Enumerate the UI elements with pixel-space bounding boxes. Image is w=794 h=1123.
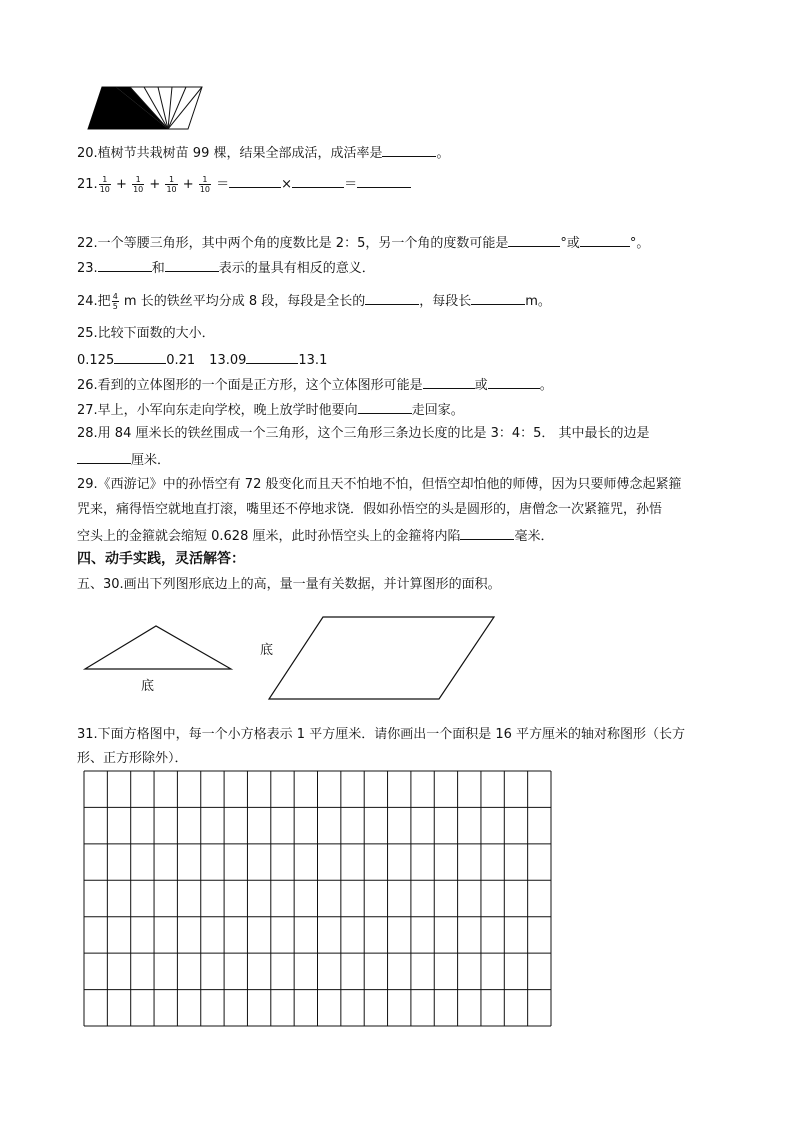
- parallelogram-base-label: 底: [260, 643, 274, 658]
- fraction: $\frac{1}{10}$: [199, 175, 210, 194]
- question-29-line-2: 咒来，痛得悟空就地直打滚，嘴里还不停地求饶．假如孙悟空的头是圆形的，唐僧念一次紧箍咒，孙悟: [77, 502, 663, 517]
- answer-blank[interactable]: [580, 233, 630, 247]
- question-28-answer: 厘米．: [77, 450, 170, 470]
- triangle-figure: [80, 620, 240, 700]
- question-26: 26.看到的立体图形的一个面是正方形，这个立体图形可能是 或 。: [77, 375, 553, 395]
- fraction: $\frac{1}{10}$: [166, 175, 177, 194]
- parallelogram-figure: [266, 613, 498, 703]
- answer-blank[interactable]: [77, 450, 131, 464]
- fraction: $\frac{1}{10}$: [133, 175, 144, 194]
- shaded-parallelogram-figure: [86, 83, 204, 131]
- question-28: 28.用 84 厘米长的铁丝围成一个三角形，这个三角形三条边长度的比是 3：4：5． 其中最长的边是: [77, 426, 650, 441]
- answer-blank[interactable]: [460, 526, 514, 540]
- question-31-line-2: 形、正方形除外）．: [77, 751, 188, 766]
- answer-blank[interactable]: [423, 375, 475, 389]
- answer-blank[interactable]: [382, 143, 436, 157]
- answer-blank[interactable]: [114, 350, 166, 364]
- answer-blank[interactable]: [488, 375, 540, 389]
- question-21: 21. $\frac{1}{10}$ + $\frac{1}{10}$ + $\frac{1}{10}$ + $\frac{1}{10}$ ＝ × ＝: [77, 172, 411, 198]
- fraction: $\frac{4}{5}$: [112, 292, 118, 311]
- question-22: 22.一个等腰三角形，其中两个角的度数比是 2：5，另一个角的度数可能是 °或 °。: [77, 233, 649, 253]
- triangle-base-label: 底: [141, 679, 155, 694]
- question-27: 27.早上，小军向东走向学校，晚上放学时他要向 走回家。: [77, 400, 464, 420]
- question-24: 24.把 $\frac{4}{5}$ m 长的铁丝平均分成 8 段，每段是全长的 ，每段长 m。: [77, 292, 551, 311]
- question-23: 23. 和 表示的量具有相反的意义．: [77, 258, 375, 278]
- question-25-comparisons: 0.125 0.21 13.09 13.1: [77, 350, 327, 370]
- section-heading: 四、动手实践，灵活解答：: [77, 551, 245, 567]
- answer-blank[interactable]: [508, 233, 560, 247]
- question-25-title: 25.比较下面数的大小．: [77, 326, 215, 341]
- question-29-line-3: 空头上的金箍就会缩短 0.628 厘米，此时孙悟空头上的金箍将内陷 毫米．: [77, 526, 554, 546]
- answer-blank[interactable]: [358, 400, 412, 414]
- answer-blank[interactable]: [229, 174, 281, 188]
- answer-blank[interactable]: [365, 291, 419, 305]
- answer-blank[interactable]: [165, 258, 219, 272]
- question-29-line-1: 29.《西游记》中的孙悟空有 72 般变化而且天不怕地不怕，但悟空却怕他的师傅，因为只要师傅念起紧箍: [77, 477, 682, 492]
- question-20: 20.植树节共栽树苗 99 棵，结果全部成活，成活率是 。: [77, 143, 450, 163]
- fraction: $\frac{1}{10}$: [99, 175, 110, 194]
- answer-blank[interactable]: [292, 174, 344, 188]
- answer-blank[interactable]: [246, 350, 298, 364]
- answer-blank[interactable]: [357, 174, 411, 188]
- question-31-line-1: 31.下面方格图中，每一个小方格表示 1 平方厘米．请你画出一个面积是 16 平方厘米的轴对称图形（长方: [77, 727, 686, 742]
- square-grid[interactable]: [83, 770, 553, 1028]
- answer-blank[interactable]: [98, 258, 152, 272]
- question-30: 五、30.画出下列图形底边上的高，量一量有关数据，并计算图形的面积。: [77, 577, 501, 592]
- answer-blank[interactable]: [471, 291, 525, 305]
